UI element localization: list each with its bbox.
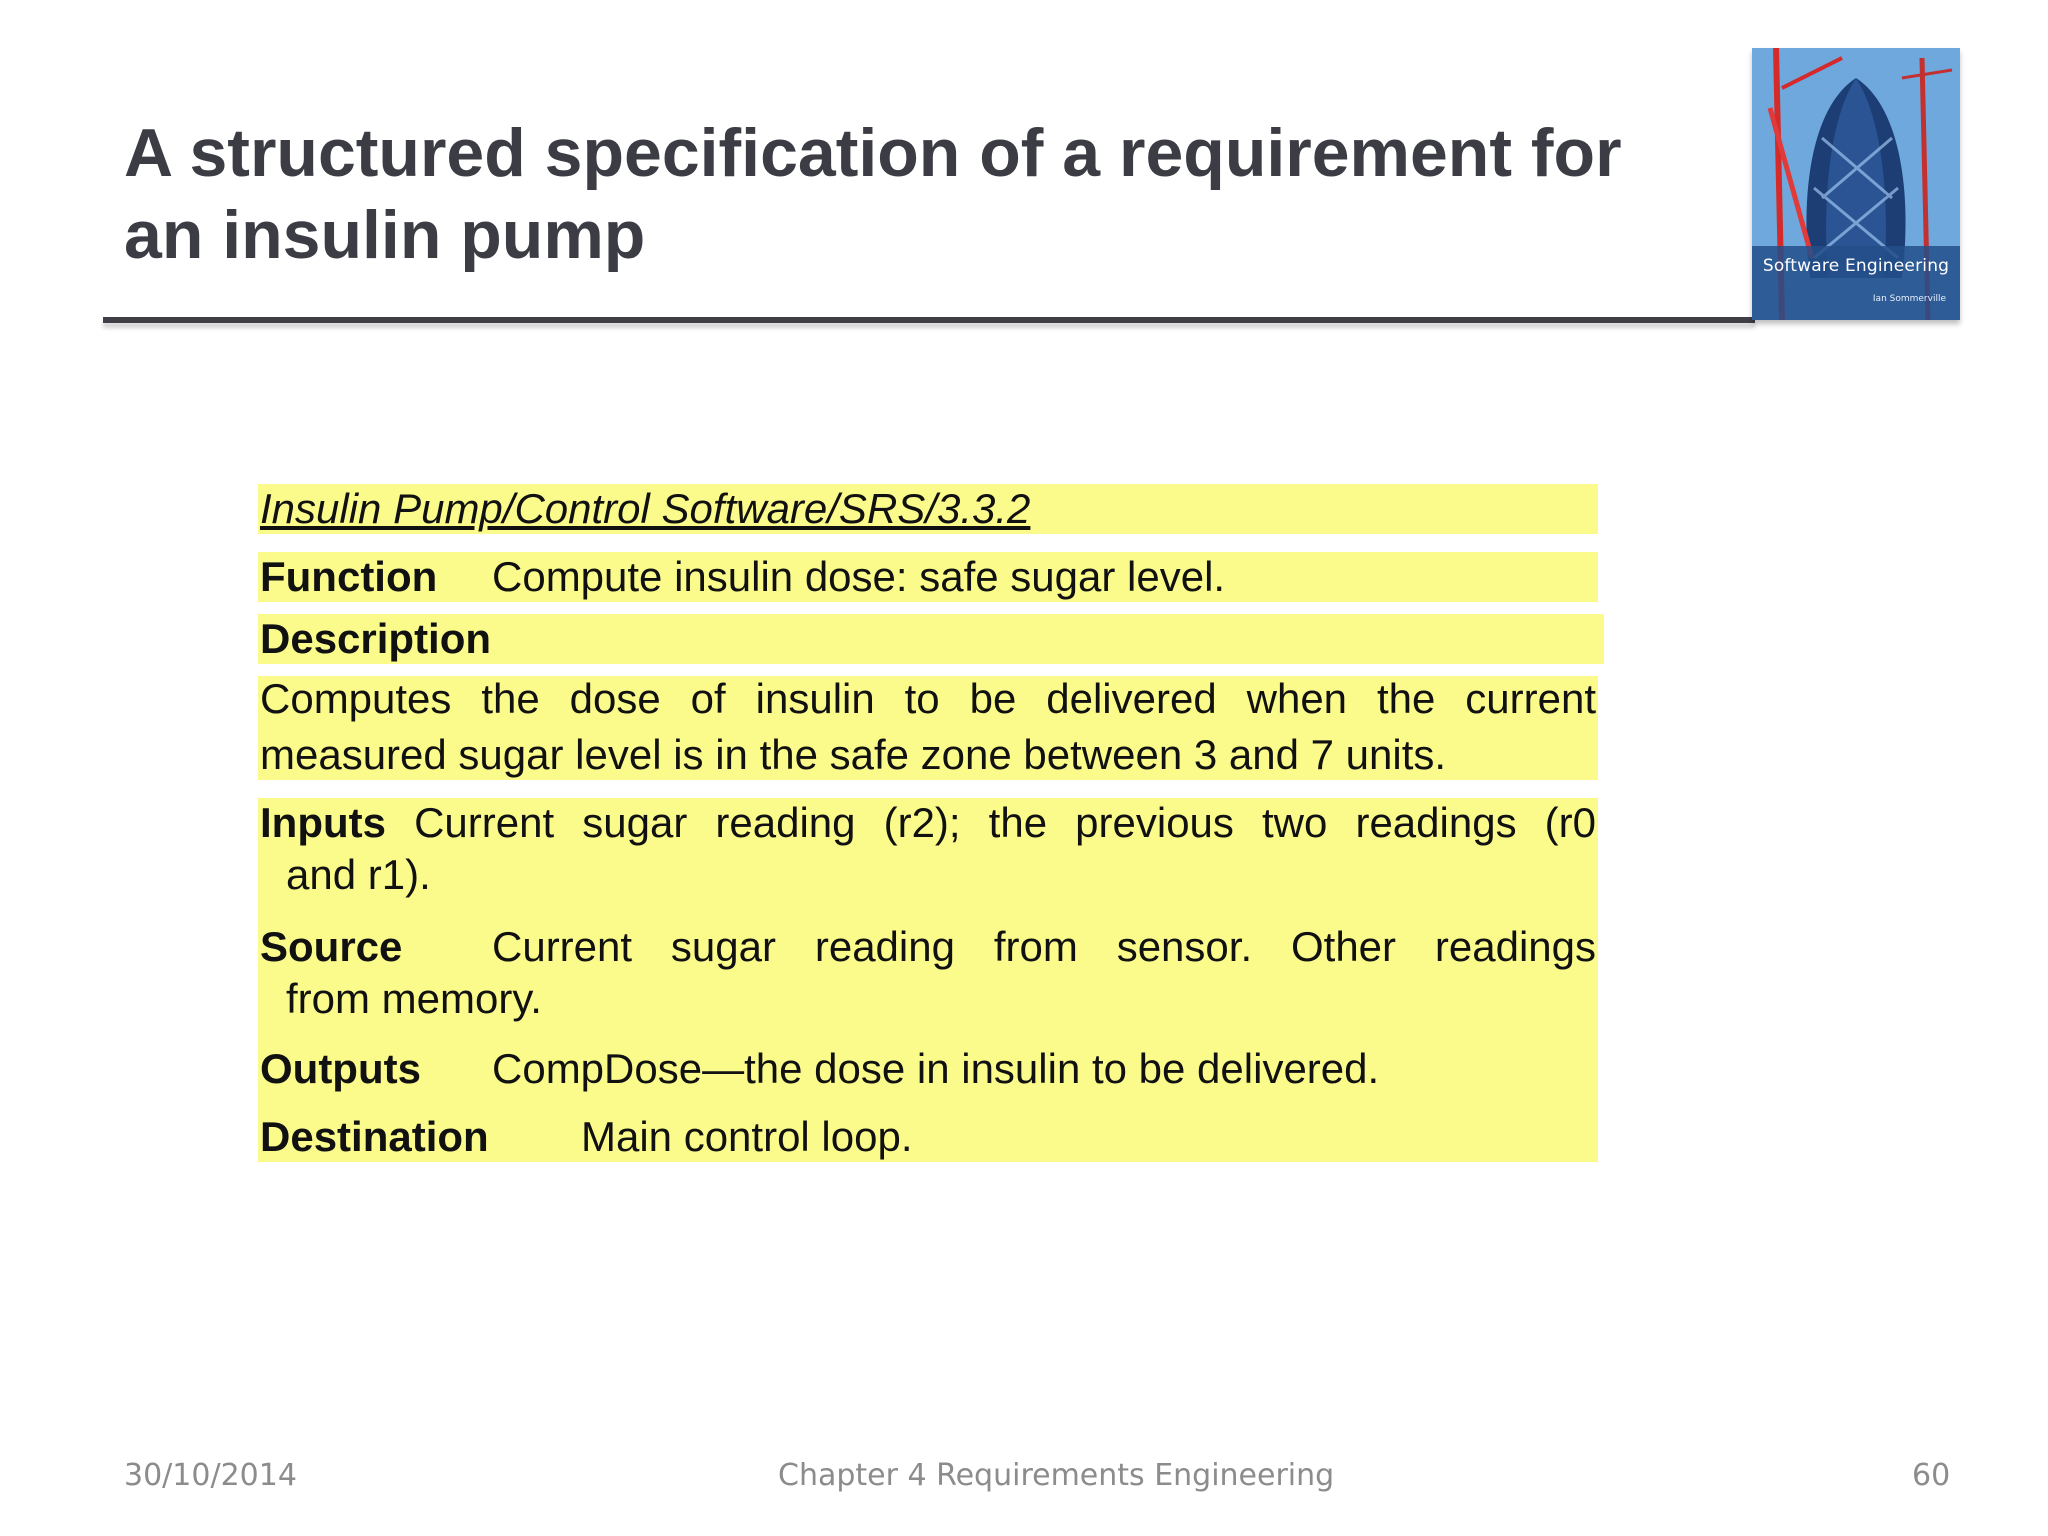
spec-function-label: Function bbox=[260, 553, 438, 600]
book-cover-image bbox=[1752, 48, 1960, 320]
spec-description-label: Description bbox=[260, 615, 492, 662]
spec-destination-text: Main control loop. bbox=[581, 1113, 913, 1160]
spec-source-line-2: from memory. bbox=[286, 975, 542, 1022]
spec-source-row bbox=[260, 922, 402, 972]
book-cover-author: Ian Sommerville bbox=[1872, 294, 1946, 304]
book-cover-title: Software Engineering bbox=[1762, 256, 1950, 276]
slide-title bbox=[124, 112, 1704, 276]
building-photo-icon bbox=[1752, 48, 1960, 320]
footer-chapter: Chapter 4 Requirements Engineering bbox=[778, 1458, 1335, 1493]
spec-inputs-line-2: and r1). bbox=[286, 851, 431, 898]
spec-inputs-line-1: Current sugar reading (r2); the previous two readings (r0 bbox=[414, 799, 1597, 846]
spec-inputs-row bbox=[260, 798, 1596, 848]
spec-description-line-2: measured sugar level is in the safe zone between 3 and 7 units. bbox=[260, 731, 1447, 778]
spec-description-line-1: Computes the dose of insulin to be delivered when the current bbox=[260, 675, 1596, 722]
spec-function-text: Compute insulin dose: safe sugar level. bbox=[492, 553, 1226, 600]
spec-outputs-label: Outputs bbox=[260, 1045, 421, 1092]
slide-title-line-2: an insulin pump bbox=[124, 197, 646, 273]
spec-function-row bbox=[260, 552, 437, 602]
spec-reference: Insulin Pump/Control Software/SRS/3.3.2 bbox=[260, 485, 1031, 532]
spec-source-line-1: Current sugar reading from sensor. Other readings bbox=[492, 923, 1596, 970]
spec-destination-row bbox=[260, 1112, 489, 1162]
spec-inputs-label: Inputs bbox=[260, 799, 386, 846]
slide-title-line-1: A structured specification of a requirement for bbox=[124, 115, 1622, 191]
spec-source-label: Source bbox=[260, 923, 403, 970]
spec-outputs-text: CompDose—the dose in insulin to be delivered. bbox=[492, 1045, 1380, 1092]
footer-page-number: 60 bbox=[1912, 1458, 1951, 1493]
spec-outputs-row bbox=[260, 1044, 421, 1094]
spec-description-row bbox=[260, 614, 491, 664]
title-divider bbox=[103, 317, 1755, 323]
footer-date: 30/10/2014 bbox=[124, 1458, 297, 1493]
spec-destination-label: Destination bbox=[260, 1113, 489, 1160]
